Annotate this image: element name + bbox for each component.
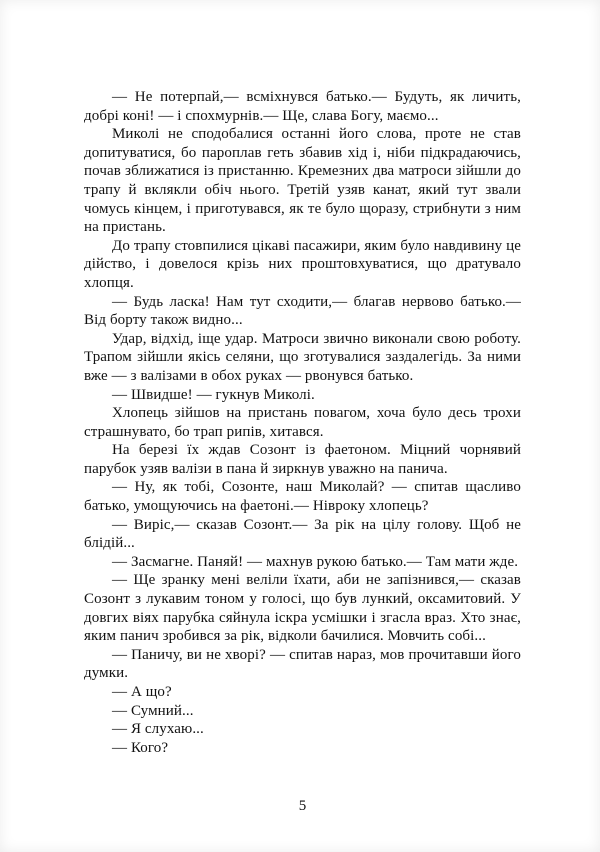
paragraph: — Будь ласка! Нам тут сходити,— благав нервово батько.— Від борту також видно... — [84, 293, 521, 329]
paragraph: — Кого? — [112, 739, 169, 756]
paragraph: Хлопець зійшов на пристань повагом, хоча було десь трохи страшнувато, бо трап рипів, хитався. — [84, 405, 521, 440]
paragraph: Миколі не сподобалися останні його слова, проте не став допитуватися, бо пароплав геть збавив хід і, ніби підкрадаючись, почав зближатися із пристанню. Кремезних два матроси зійшли до трапу й вклякли обіч нього. Третій узяв канат, який тут звали чомусь кінцем, і приготувався, як те було щоразу, стрибнути з ним на пристань. — [84, 126, 521, 236]
paragraph: — Виріс,— сказав Созонт.— За рік на цілу голову. Щоб не блідій... — [84, 516, 521, 552]
page-number: 5 — [298, 798, 307, 814]
paragraph: — Не потерпай,— всміхнувся батько.— Будуть, як личить, добрі коні! — і спохмурнів.— Ще, слава Богу, маємо... — [84, 89, 521, 124]
paragraph: Удар, відхід, іще удар. Матроси звично виконали свою роботу. Трапом зійшли якісь селяни, що зготувалися заздалегідь. За ними вже — з валізами в обох руках — рвонувся батько. — [84, 330, 521, 384]
paragraph: — Паничу, ви не хворі? — спитав нараз, мов прочитавши його думки. — [84, 646, 521, 682]
paragraph: На березі їх ждав Созонт із фаетоном. Міцний чорнявий парубок узяв валізи в пана й зиркнув уважно на панича. — [84, 442, 521, 477]
paragraph: — Ще зранку мені веліли їхати, аби не запізнився,— сказав Созонт з лукавим тоном у голосі, що був лункий, оксамитовий. У довгих віях парубка сяйнула іскра усмішки і згасла враз. Хто знає, яким панич зробився за рік, відколи бачилися. Мовчить собі... — [84, 572, 521, 645]
paragraph: — Швидше! — гукнув Миколі. — [112, 386, 315, 403]
page-text — [84, 88, 521, 757]
paragraph: До трапу стовпилися цікаві пасажири, яким було навдивину це дійство, і довелося крізь них проштовхуватися, що дратувало хлопця. — [84, 237, 521, 291]
paragraph: — Ну, як тобі, Созонте, наш Миколай? — спитав щасливо батько, умощуючись на фаетоні.— Нівроку хлопець? — [84, 479, 521, 515]
paragraph: — А що? — [112, 684, 172, 700]
paragraph: — Сумний... — [112, 702, 194, 719]
paragraph: — Засмагне. Паняй! — махнув рукою батько.— Там мати жде. — [112, 553, 519, 570]
paragraph: — Я слухаю... — [112, 721, 204, 738]
